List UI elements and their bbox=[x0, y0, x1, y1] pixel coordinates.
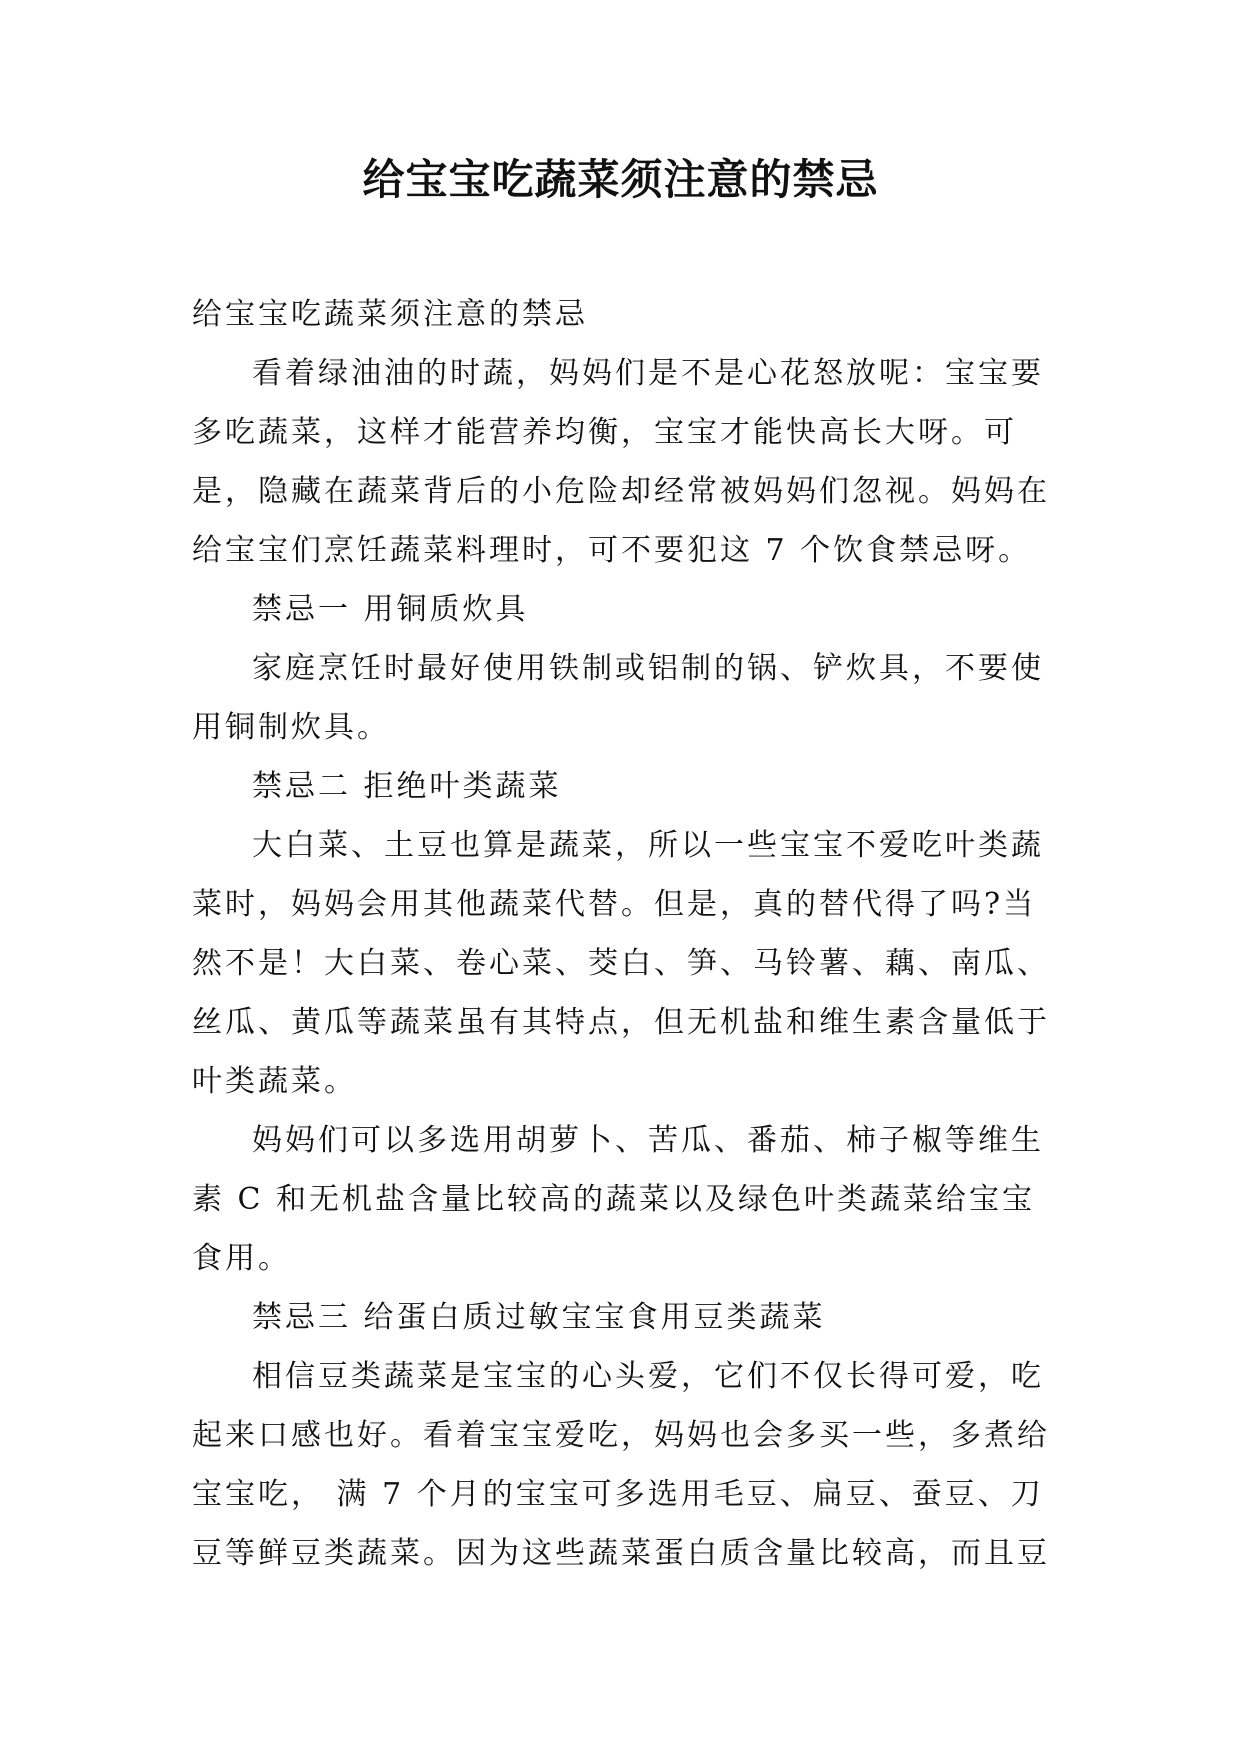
section-heading-taboo-1: 禁忌一 用铜质炊具 bbox=[252, 592, 529, 627]
paragraph-taboo-2a: 大白菜、土豆也算是蔬菜，所以一些宝宝不爱吃叶类蔬菜时，妈妈会用其他蔬菜代替。但是，真的替代得了吗?当然不是！大白菜、卷心菜、茭白、笋、马铃薯、藕、南瓜、丝瓜、黄瓜等蔬菜虽有其特点，但无机盐和维生素含量低于叶类蔬菜。 bbox=[192, 828, 1050, 1099]
section-heading-taboo-2: 禁忌二 拒绝叶类蔬菜 bbox=[252, 769, 562, 804]
paragraph-intro: 看着绿油油的时蔬，妈妈们是不是心花怒放呢：宝宝要多吃蔬菜，这样才能营养均衡，宝宝才能快高长大呀。可是，隐藏在蔬菜背后的小危险却经常被妈妈们忽视。妈妈在给宝宝们烹饪蔬菜料理时，可不要犯这 7 个饮食禁忌呀。 bbox=[192, 356, 1050, 568]
paragraph-taboo-2b: 妈妈们可以多选用胡萝卜、苦瓜、番茄、柿子椒等维生素 C 和无机盐含量比较高的蔬菜以及绿色叶类蔬菜给宝宝食用。 bbox=[192, 1123, 1044, 1276]
subtitle-line: 给宝宝吃蔬菜须注意的禁忌 bbox=[192, 297, 588, 332]
document-body bbox=[192, 285, 1062, 1583]
paragraph-taboo-3: 相信豆类蔬菜是宝宝的心头爱，它们不仅长得可爱，吃起来口感也好。看着宝宝爱吃，妈妈也会多买一些，多煮给宝宝吃， 满 7 个月的宝宝可多选用毛豆、扁豆、蚕豆、刀豆等鲜豆类蔬菜。因为这些蔬菜蛋白质含量比较高，而且豆 bbox=[192, 1359, 1050, 1571]
document-title: 给宝宝吃蔬菜须注意的禁忌 bbox=[362, 155, 879, 204]
section-heading-taboo-3: 禁忌三 给蛋白质过敏宝宝食用豆类蔬菜 bbox=[252, 1300, 826, 1335]
paragraph-taboo-1: 家庭烹饪时最好使用铁制或铝制的锅、铲炊具，不要使用铜制炊具。 bbox=[192, 651, 1044, 745]
